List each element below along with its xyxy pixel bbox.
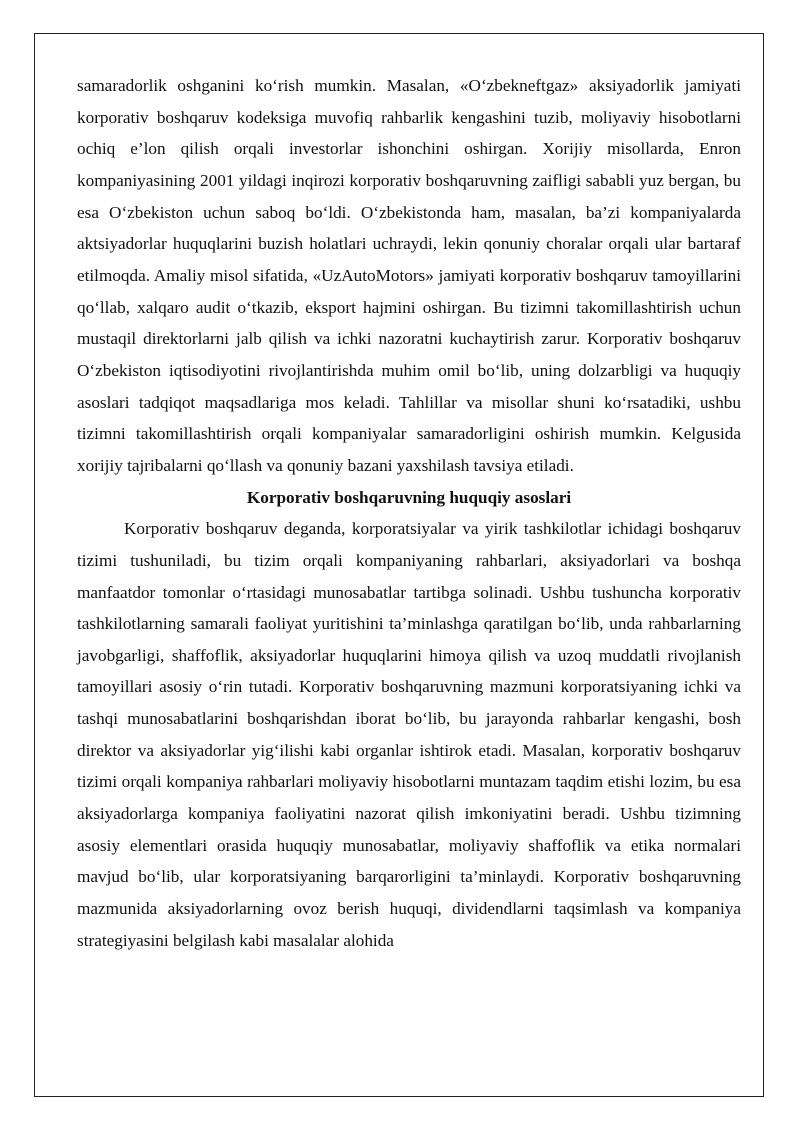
body-paragraph: Korporativ boshqaruv deganda, korporatsiyalar va yirik tashkilotlar ichidagi boshqaruv tizimi tushuniladi, bu tizim orqali kompaniyaning rahbarlari, aksiyadorlari va boshqa manfaatdor tomonlar o‘rtasidagi munosabatlar tartibga solinadi. Ushbu tushuncha korporativ tashkilotlarning samarali faoliyat yuritishini ta’minlashga qaratilgan bo‘lib, unda rahbarlarning javobgarligi, shaffoflik, aksiyadorlar huquqlarini himoya qilish va uzoq muddatli rivojlanish tamoyillari asosiy o‘rin tutadi. Korporativ boshqaruvning mazmuni korporatsiyaning ichki va tashqi munosabatlarini boshqarishdan iborat bo‘lib, bu jarayonda rahbarlar kengashi, bosh direktor va aksiyadorlar yig‘ilishi kabi organlar ishtirok etadi. Masalan, korporativ boshqaruv tizimi orqali kompaniya rahbarlari moliyaviy hisobotlarni muntazam taqdim etishi lozim, bu esa aksiyadorlarga kompaniya faoliyatini nazorat qilish imkoniyatini beradi. Ushbu tizimning asosiy elementlari orasida huquqiy munosabatlar, moliyaviy shaffoflik va etika normalari mavjud bo‘lib, ular korporatsiyaning barqarorligini ta’minlaydi. Korporativ boshqaruvning mazmunida aksiyadorlarning ovoz berish huquqi, dividendlarni taqsimlash va kompaniya strategiyasini belgilash kabi masalalar alohida	[77, 519, 741, 950]
section-heading: Korporativ boshqaruvning huquqiy asoslari	[246, 487, 572, 507]
document-body	[77, 70, 741, 956]
body-paragraph: samaradorlik oshganini ko‘rish mumkin. Masalan, «O‘zbekneftgaz» aksiyadorlik jamiyati korporativ boshqaruv kodeksiga muvofiq rahbarlik kengashini tuzib, moliyaviy hisobotlarni ochiq e’lon qilish orqali investorlar ishonchini oshirgan. Xorijiy misollarda, Enron kompaniyasining 2001 yildagi inqirozi korporativ boshqaruvning zaifligi sababli yuz bergan, bu esa O‘zbekiston uchun saboq bo‘ldi. O‘zbekistonda ham, masalan, ba’zi kompaniyalarda aktsiyadorlar huquqlarini buzish holatlari uchraydi, lekin qonuniy choralar orqali ular bartaraf etilmoqda. Amaliy misol sifatida, «UzAutoMotors» jamiyati korporativ boshqaruv tamoyillarini qo‘llab, xalqaro audit o‘tkazib, eksport hajmini oshirgan. Bu tizimni takomillashtirish uchun mustaqil direktorlarni jalb qilish va ichki nazoratni kuchaytirish zarur. Korporativ boshqaruv O‘zbekiston iqtisodiyotini rivojlantirishda muhim omil bo‘lib, uning dolzarbligi va huquqiy asoslari tadqiqot maqsadlariga mos keladi. Tahlillar va misollar shuni ko‘rsatadiki, ushbu tizimni takomillashtirish orqali kompaniyalar samaradorligini oshirish mumkin. Kelgusida xorijiy tajribalarni qo‘llash va qonuniy bazani yaxshilash tavsiya etiladi.	[77, 76, 741, 475]
